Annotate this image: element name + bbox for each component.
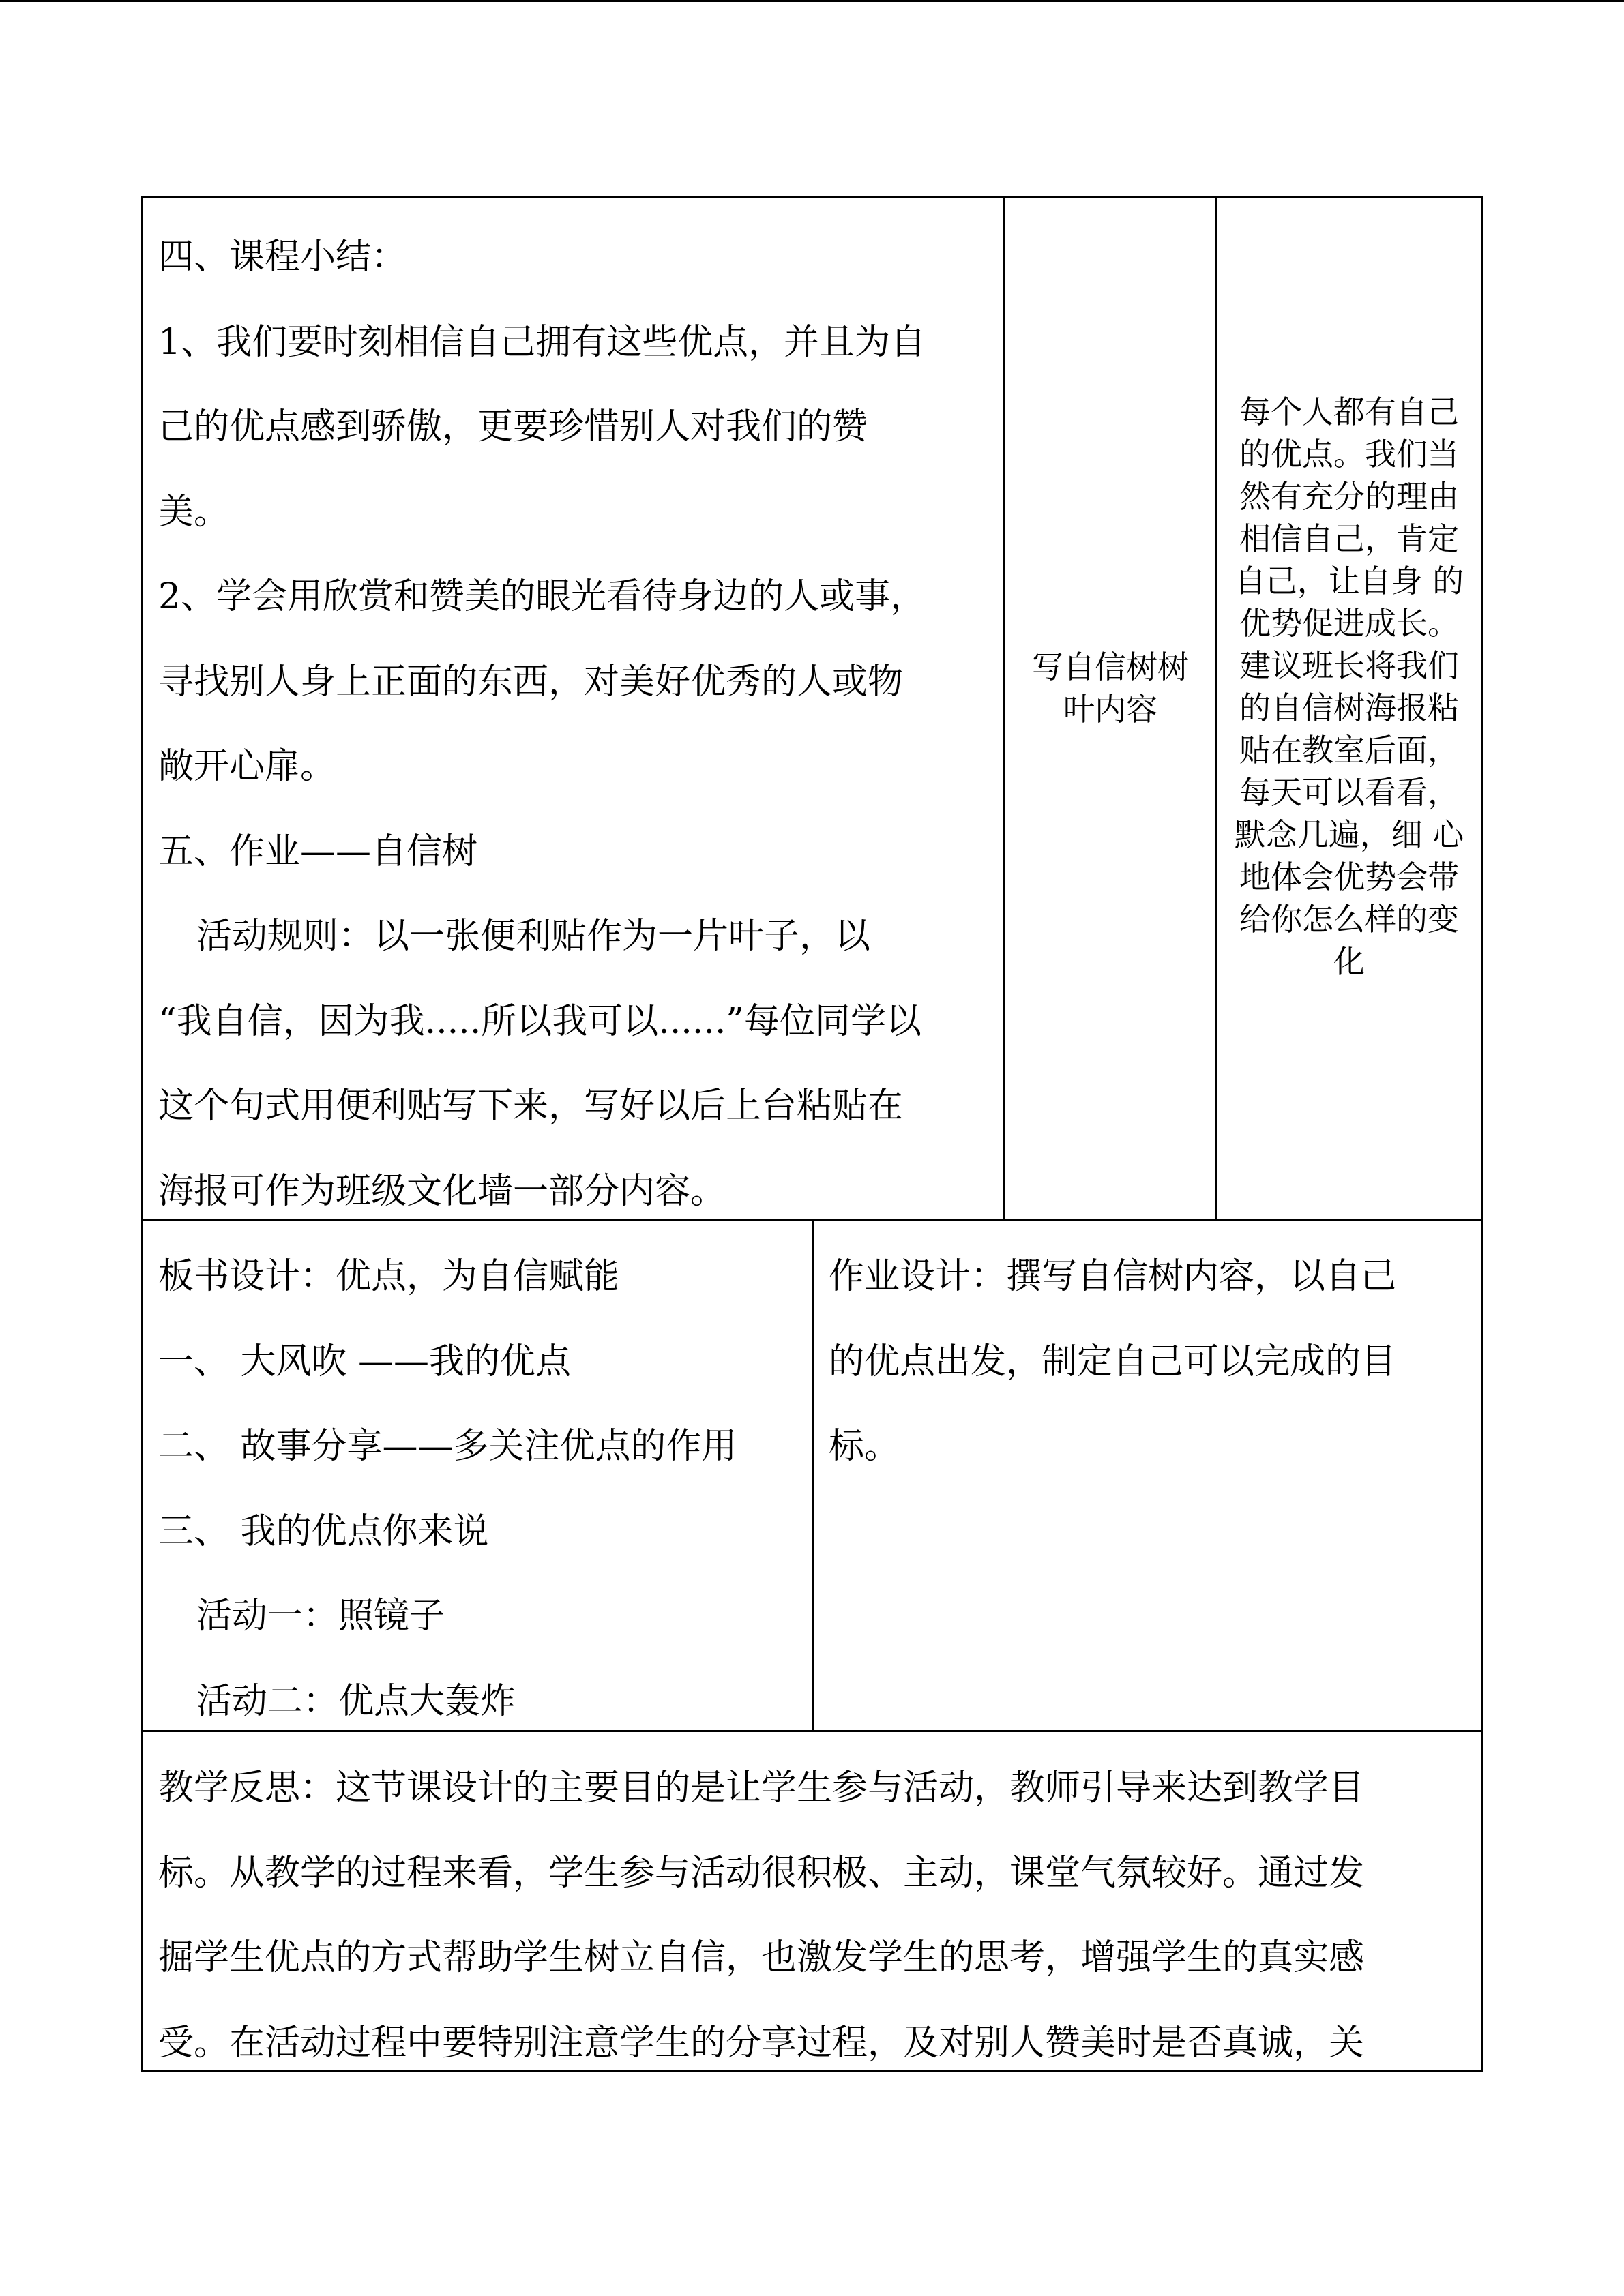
design-intent-line: 每天可以看看， <box>1239 773 1459 811</box>
design-intent-line: 相信自己，肯定 <box>1239 520 1459 557</box>
board-design-line: 活动二：优点大轰炸 <box>196 1680 516 1722</box>
lesson-plan-table <box>141 196 1483 2072</box>
summary-line: 2、学会用欣赏和赞美的眼光看待身边的人或事， <box>158 576 926 617</box>
page-top-border <box>0 0 1624 2</box>
reflection-line: 教学反思：这节课设计的主要目的是让学生参与活动，教师引导来达到教学目 <box>158 1768 1365 1808</box>
board-design-line: 活动一：照镜子 <box>196 1596 445 1637</box>
board-design-cell <box>141 1219 814 1732</box>
design-intent-line: 的优点。我们当 <box>1239 435 1459 473</box>
reflection-line: 掘学生优点的方式帮助学生树立自信，也激发学生的思考，增强学生的真实感 <box>158 1937 1365 1978</box>
board-design-line: 三、 我的优点你来说 <box>158 1510 489 1552</box>
design-intent-line: 的自信树海报粘 <box>1239 689 1459 726</box>
board-design-line: 二、 故事分享——多关注优点的作用 <box>158 1426 737 1467</box>
design-intent-line: 自己，让自身 的 <box>1234 562 1464 599</box>
summary-line: 五、作业——自信树 <box>158 831 478 872</box>
design-intent-line: 地体会优势会带 <box>1239 858 1459 895</box>
summary-line: 己的优点感到骄傲，更要珍惜别人对我们的赞 <box>158 406 868 447</box>
summary-line: 美。 <box>158 491 230 533</box>
design-intent-line: 每个人都有自己 <box>1239 393 1459 430</box>
summary-line: “我自信，因为我.....所以我可以......”每位同学以 <box>158 1000 921 1042</box>
homework-design-line: 作业设计：撰写自信树内容，以自己 <box>829 1256 1397 1297</box>
design-intent-line: 然有充分的理由 <box>1239 477 1459 515</box>
summary-line: 敞开心扉。 <box>158 746 336 787</box>
homework-design-line: 标。 <box>829 1426 900 1467</box>
board-design-line: 板书设计：优点，为自信赋能 <box>158 1256 620 1297</box>
student-activity-cell <box>1003 196 1217 1221</box>
board-design-line: 一、 大风吹 ——我的优点 <box>158 1341 572 1382</box>
summary-line: 这个句式用便利贴写下来，写好以后上台粘贴在 <box>158 1086 904 1127</box>
homework-design-cell <box>812 1219 1483 1732</box>
homework-design-line: 的优点出发，制定自己可以完成的目 <box>829 1341 1397 1382</box>
design-intent-cell <box>1215 196 1483 1221</box>
summary-line: 四、课程小结： <box>158 237 407 278</box>
student-activity-line: 叶内容 <box>1063 691 1157 728</box>
reflection-line: 标。从教学的过程来看，学生参与活动很积极、主动，课堂气氛较好。通过发 <box>158 1852 1365 1894</box>
student-activity-line: 写自信树树 <box>1032 648 1189 685</box>
design-intent-line: 默念几遍，细 心 <box>1234 816 1464 853</box>
design-intent-line: 贴在教室后面， <box>1239 731 1459 769</box>
reflection-line: 受。在活动过程中要特别注意学生的分享过程，及对别人赞美时是否真诚，关 <box>158 2022 1365 2063</box>
summary-line: 海报可作为班级文化墙一部分内容。 <box>158 1170 726 1212</box>
design-intent-line: 建议班长将我们 <box>1239 646 1459 684</box>
summary-cell <box>141 196 1005 1221</box>
summary-line: 寻找别人身上正面的东西，对美好优秀的人或物 <box>158 661 904 702</box>
design-intent-line: 化 <box>1333 942 1365 980</box>
summary-line: 1、我们要时刻相信自己拥有这些优点，并且为自 <box>158 321 926 363</box>
design-intent-line: 给你怎么样的变 <box>1239 900 1459 938</box>
reflection-cell <box>141 1730 1483 2072</box>
design-intent-line: 优势促进成长。 <box>1239 604 1459 642</box>
summary-line: 活动规则：以一张便利贴作为一片叶子，以 <box>196 916 871 957</box>
